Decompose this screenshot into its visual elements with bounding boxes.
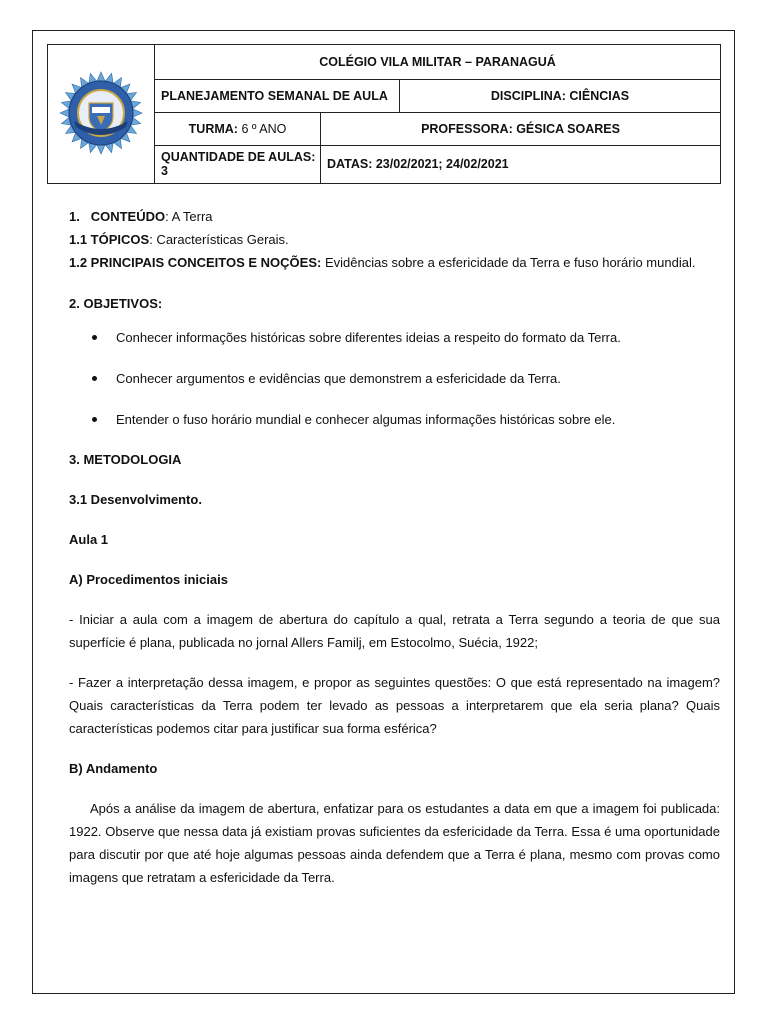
school-name: COLÉGIO VILA MILITAR – PARANAGUÁ [155, 45, 721, 80]
school-logo [59, 71, 143, 155]
document-body [69, 205, 720, 889]
content-line [69, 205, 720, 228]
concepts-line [69, 251, 720, 274]
content-value: : A Terra [165, 209, 213, 224]
discipline: DISCIPLINA: CIÊNCIAS [400, 80, 721, 113]
turma-value: 6 º ANO [241, 122, 287, 137]
bullet-icon [92, 376, 97, 381]
progress-paragraph: Após a análise da imagem de abertura, enfatizar para os estudantes a data em que a imagem foi publicada: 1922. Observe que nessa data já existiam provas suficientes da esfericidade da Terra. Essa é uma oportunidade para discutir por que até hoje algumas pessoas ainda defendem que a Terra é plana, mesmo com provas como imagens que retratam a esfericidade da Terra. [69, 801, 720, 885]
school-logo-cell [48, 45, 155, 184]
objective-text: Conhecer informações históricas sobre diferentes ideias a respeito do formato da Terra. [116, 330, 621, 345]
objective-item [69, 367, 720, 390]
objective-item [69, 408, 720, 431]
concepts-label: 1.2 PRINCIPAIS CONCEITOS E NOÇÕES: [69, 255, 322, 270]
bullet-icon [92, 417, 97, 422]
topics-line [69, 228, 720, 251]
plan-title: PLANEJAMENTO SEMANAL DE AULA [155, 80, 400, 113]
lesson-heading: Aula 1 [69, 532, 109, 547]
header-table [47, 44, 721, 184]
classes-count: QUANTIDADE DE AULAS: 3 [155, 145, 321, 183]
dates-cell [321, 145, 721, 183]
initial-paragraph-2: - Fazer a interpretação dessa imagem, e propor as seguintes questões: O que está representado na imagem? Quais características da Terra podem ter levado as pessoas a interpretarem que ela seria plana? Quais características podemos citar para justificar sua forma esférica? [69, 675, 720, 736]
content-label: CONTEÚDO [90, 209, 166, 224]
development-heading: 3.1 Desenvolvimento. [69, 492, 202, 507]
initial-procedures-heading: A) Procedimentos iniciais [69, 572, 228, 587]
content-number: 1. [69, 209, 80, 224]
objective-item [69, 326, 720, 349]
topics-value: : Características Gerais. [149, 232, 289, 247]
methodology-heading: 3. METODOLOGIA [69, 452, 182, 467]
topics-label: 1.1 TÓPICOS [69, 232, 150, 247]
dates-value: 23/02/2021; 24/02/2021 [375, 157, 509, 172]
objective-text: Conhecer argumentos e evidências que demonstrem a esfericidade da Terra. [116, 371, 561, 386]
objective-text: Entender o fuso horário mundial e conhecer algumas informações históricas sobre ele. [116, 412, 616, 427]
turma-label: TURMA: [188, 122, 238, 137]
concepts-value: Evidências sobre a esfericidade da Terra e fuso horário mundial. [321, 255, 696, 270]
initial-paragraph-1: - Iniciar a aula com a imagem de abertura do capítulo a qual, retrata a Terra segundo a teoria de que sua superfície é plana, publicada no jornal Allers Familj, em Estocolmo, Suécia, 1922; [69, 612, 720, 650]
dates-label: DATAS: [327, 157, 373, 172]
bullet-icon [92, 335, 97, 340]
objectives-list [69, 326, 720, 431]
objectives-heading: 2. OBJETIVOS: [69, 296, 163, 311]
teacher: PROFESSORA: GÉSICA SOARES [321, 113, 721, 145]
progress-heading: B) Andamento [69, 761, 158, 776]
turma-cell [155, 113, 321, 145]
